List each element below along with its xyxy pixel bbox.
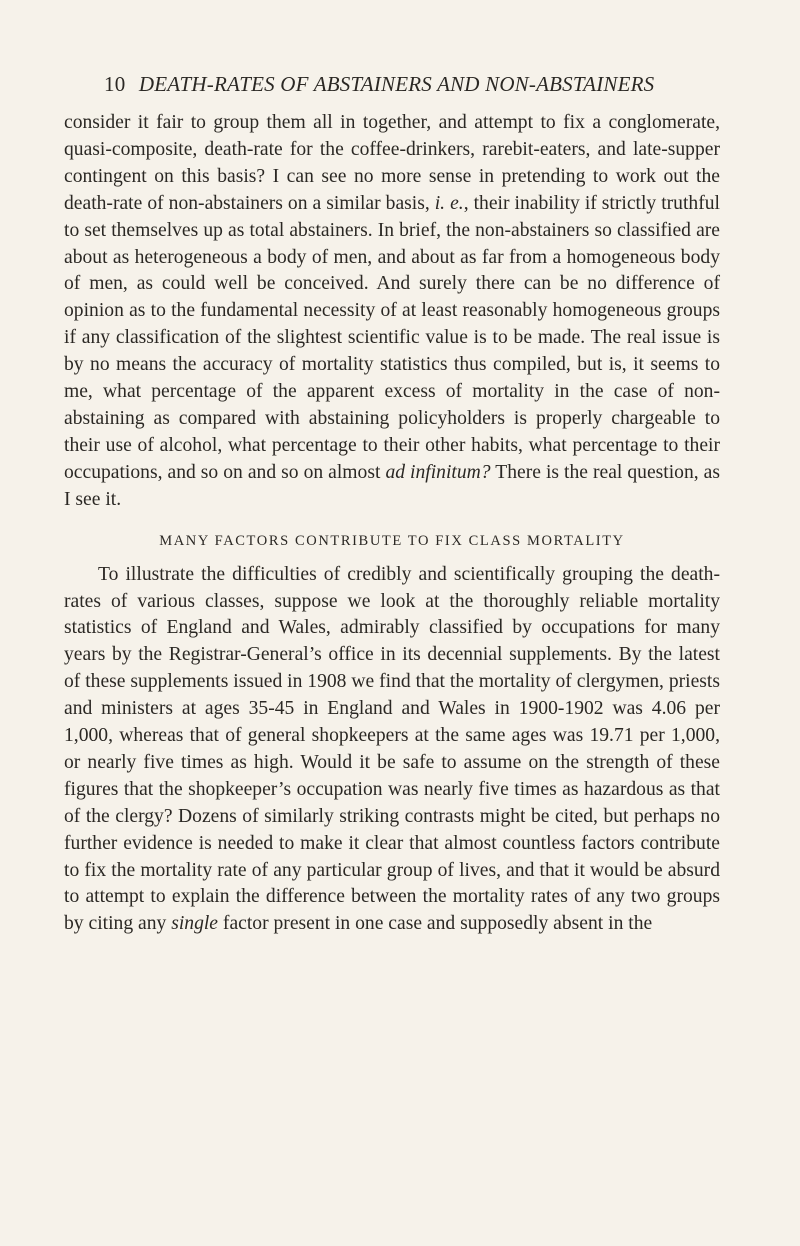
- italic-single: single: [171, 913, 219, 935]
- paragraph-2: [64, 562, 720, 939]
- body-text: [64, 110, 720, 938]
- paragraph-2-text-a: To illustrate the difficulties of credibly and scientifically grouping the death-rates of various classes, suppose we look at the thoroughly reliable mortality statistics of England and Wales, admirably classified by occupations for many years by the Registrar-General’s office in its decennial supplements. By the latest of these supplements issued in 1908 we find that the mortality of clergymen, priests and ministers at ages 35-45 in England and Wales in 1900-1902 was 4.06 per 1,000, whereas that of general shopkeepers at the same ages was 19.71 per 1,000, or nearly five times as high. Would it be safe to assume on the strength of these figures that the shopkeeper’s occupation was nearly five times as hazardous as that of the clergy? Dozens of similarly striking contrasts might be cited, but perhaps no further evidence is needed to make it clear that almost countless factors contribute to fix the mortality rate of any particular group of lives, and that it would be absurd to attempt to explain the difference between the mortality rates of any two groups by citing any: [64, 563, 720, 935]
- paragraph-2-text-b: factor present in one case and supposedly absent in the: [218, 913, 653, 935]
- paragraph-1-text-a: consider it fair to group them all in together, and attempt to fix a conglomerate, quasi-composite, death-rate for the coffee-drinkers, rarebit-eaters, and late-supper contingent on this basis? I can see no more sense in pretending to work out the death-rate of non-abstainers on a similar basis,: [64, 112, 720, 214]
- paragraph-1-text-c: There is the real question, as I see it.: [64, 461, 720, 510]
- page-number: 10: [104, 72, 126, 96]
- italic-ie: i. e.: [434, 192, 464, 214]
- section-heading: MANY FACTORS CONTRIBUTE TO FIX CLASS MORTALITY: [159, 532, 625, 549]
- paragraph-continued: [64, 110, 720, 514]
- running-title: DEATH-RATES OF ABSTAINERS AND NON-ABSTAINERS: [138, 72, 655, 96]
- italic-ad-infinitum: ad infinitum?: [385, 461, 491, 483]
- running-header: [104, 72, 724, 97]
- paragraph-1-text-b: , their inability if strictly truthful to set themselves up as total abstainers. In brief, the non-abstainers so classified are about as heterogeneous a body of men, and about as far from a homogeneous body of men, as could well be conceived. And surely there can be no difference of opinion as to the fundamental necessity of at least reasonably homogeneous groups if any classification of the slightest scientific value is to be made. The real issue is by no means the accuracy of mortality statistics thus compiled, but is, it seems to me, what percentage of the apparent excess of mortality in the case of non-abstaining as compared with abstaining policyholders is properly chargeable to their use of alcohol, what percentage to their other habits, what percentage to their occupations, and so on and so on almost: [64, 192, 720, 483]
